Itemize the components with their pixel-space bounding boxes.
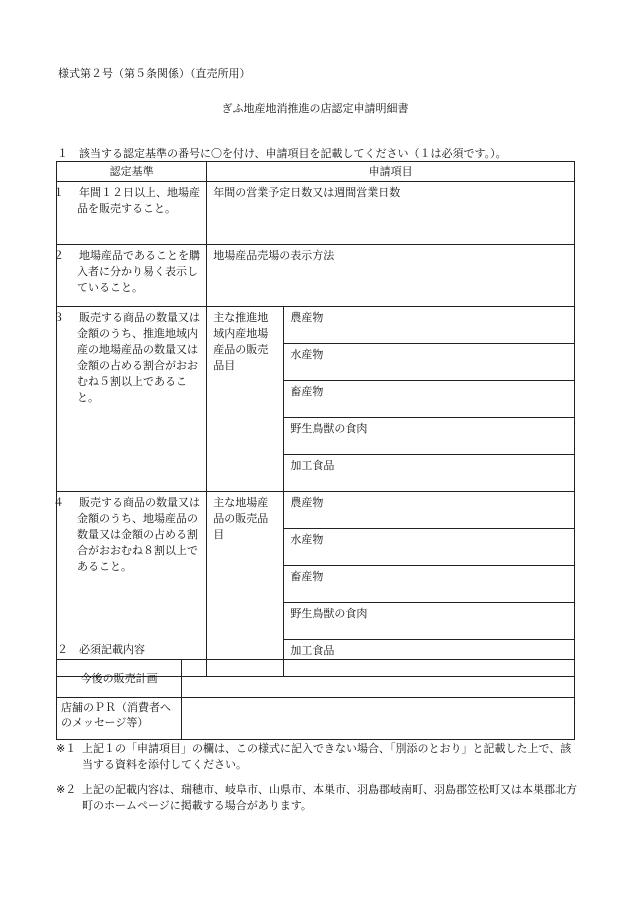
criterion-3-sub-label: 主な推進地域内産地場産品の販売品目	[207, 307, 284, 492]
section2-heading: ２ 必須記載内容	[57, 643, 145, 656]
criterion-3-number: ３	[53, 311, 64, 324]
criterion-4-sub-label: 主な地場産品の販売品目	[207, 492, 284, 677]
required-content-table	[56, 659, 575, 740]
note-2-text: 上記の記載内容は、瑞穂市、岐阜市、山県市、本巣市、羽島郡岐南町、羽島郡笠松町又は本巣郡北方町のホームページに掲載する場合があります。	[82, 783, 577, 812]
store-pr-label: 店舗のＰＲ（消費者へのメッセージ等）	[57, 698, 182, 740]
criteria-table	[53, 161, 575, 677]
criterion-2-item-field[interactable]	[207, 245, 575, 307]
criteria-row-1	[57, 182, 575, 245]
criterion-1-cell	[53, 182, 207, 245]
criterion-4-product-field[interactable]: 畜産物	[284, 566, 575, 603]
document-title: ぎふ地産地消推進の店認定申請明細書	[221, 102, 409, 115]
criterion-4-text: 販売する商品の数量又は金額のうち、地場産品の数量又は金額の占める割合がおおむね８割以上であること。	[77, 496, 200, 573]
criteria-row-4	[57, 492, 575, 529]
criterion-3-product-field[interactable]: 農産物	[284, 307, 575, 344]
criterion-2-item-label: 地場産品売場の表示方法	[213, 249, 335, 262]
items-column-header: 申請項目	[207, 162, 575, 182]
criterion-3-product-field[interactable]: 畜産物	[284, 381, 575, 418]
criteria-row-2	[57, 245, 575, 307]
criterion-1-item-label: 年間の営業予定日数又は週間営業日数	[213, 186, 401, 199]
criterion-4-product-field[interactable]: 水産物	[284, 529, 575, 566]
note-1-text: 上記１の「申請項目」の欄は、この様式に記入できない場合、「別添のとおり」と記載した上で、該当する資料を添付してください。	[82, 742, 572, 771]
criterion-3-text: 販売する商品の数量又は金額のうち、推進地域内産の地場産品の数量又は金額の占める割合がおおむね５割以上であること。	[77, 311, 200, 404]
criterion-2-cell	[53, 245, 207, 307]
criterion-4-product-field[interactable]: 野生鳥獣の食肉	[284, 603, 575, 640]
criterion-3-product-field[interactable]: 野生鳥獣の食肉	[284, 418, 575, 455]
criterion-2-text: 地場産品であることを購入者に分かり易く表示していること。	[77, 249, 200, 294]
criteria-column-header: 認定基準	[57, 162, 207, 182]
criteria-row-3	[57, 307, 575, 344]
criterion-1-text: 年間１２日以上、地場産品を販売すること。	[77, 186, 200, 215]
criteria-table-header-row	[57, 162, 575, 182]
criterion-1-number: １	[53, 186, 64, 199]
criterion-1-item-field[interactable]	[207, 182, 575, 245]
criterion-4-product-field[interactable]: 加工食品	[284, 640, 575, 677]
criterion-3-product-field[interactable]: 水産物	[284, 344, 575, 381]
note-1-mark: ※１	[56, 742, 77, 755]
note-2-mark: ※２	[56, 783, 77, 796]
sales-plan-label: 今後の販売計画	[57, 660, 182, 698]
sales-plan-row	[57, 660, 575, 698]
sales-plan-field[interactable]	[182, 660, 575, 698]
store-pr-row	[57, 698, 575, 740]
criterion-4-number: ４	[53, 496, 64, 509]
criterion-3-product-field[interactable]: 加工食品	[284, 455, 575, 492]
note-2	[56, 782, 578, 814]
store-pr-field[interactable]	[182, 698, 575, 740]
form-number: 様式第２号（第５条関係）（直売所用）	[58, 67, 251, 80]
criterion-3-cell	[53, 307, 207, 492]
criterion-2-number: ２	[53, 249, 64, 262]
note-1	[56, 741, 578, 773]
section1-heading: １ 該当する認定基準の番号に〇を付け、申請項目を記載してください（１は必須です。）。	[57, 147, 507, 160]
criterion-4-product-field[interactable]: 農産物	[284, 492, 575, 529]
